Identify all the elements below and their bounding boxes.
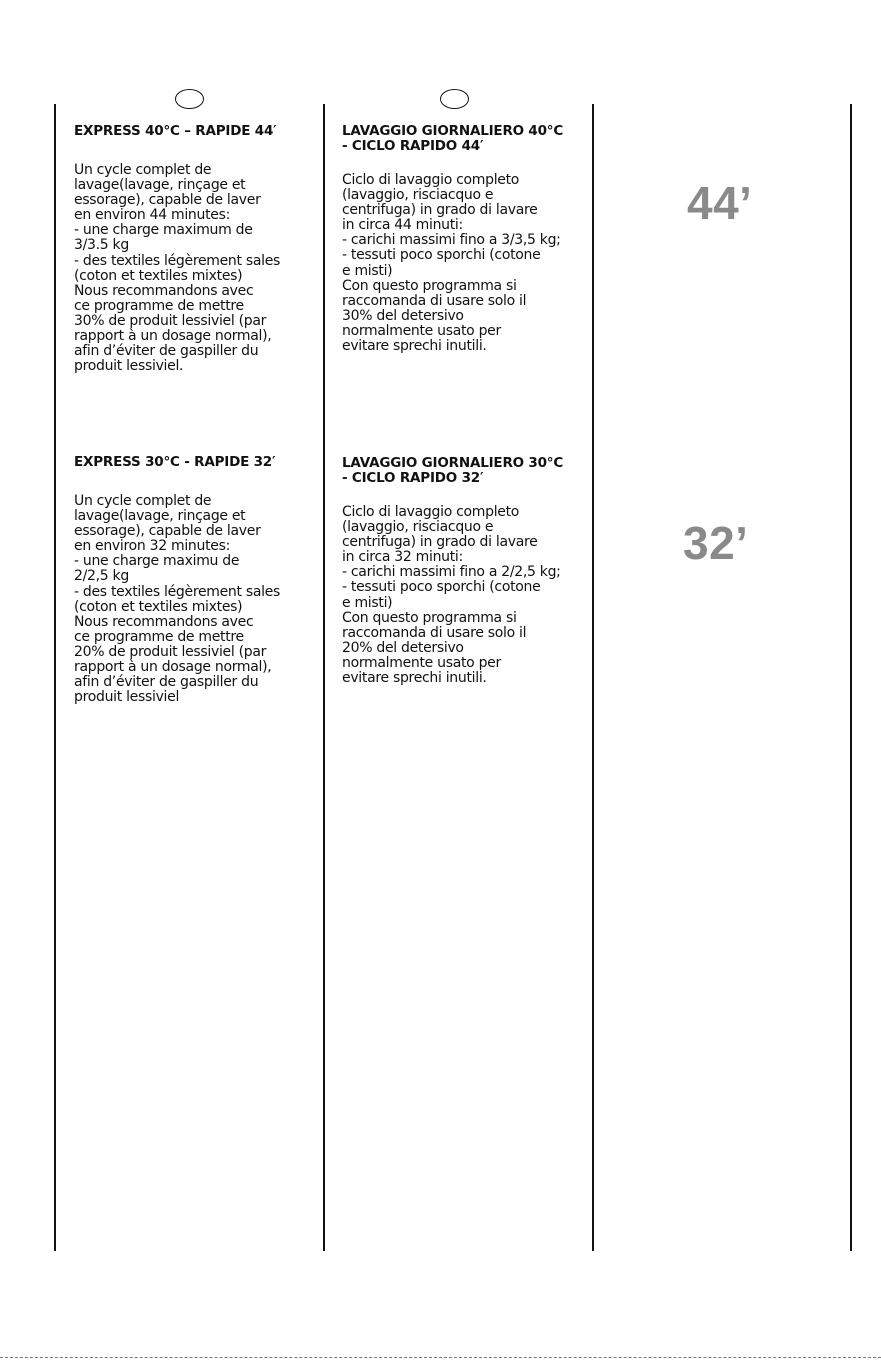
text-line: 30% del detersivo: [342, 307, 464, 324]
text-line: (coton et textiles mixtes): [74, 267, 243, 284]
text-line: normalmente usato per: [342, 322, 501, 339]
column-divider-middle-right: [592, 104, 594, 1251]
text-line: - tessuti poco sporchi (cotone: [342, 579, 541, 596]
text-line: - tessuti poco sporchi (cotone: [342, 247, 541, 264]
text-line: rapport à un dosage normal),: [74, 328, 272, 345]
column-divider-right: [850, 104, 852, 1251]
heading-line: LAVAGGIO GIORNALIERO 40°C: [342, 123, 564, 139]
text-line: e misti): [342, 594, 393, 611]
heading-line: - CICLO RAPIDO 44′: [342, 138, 484, 154]
text-line: Con questo programma si: [342, 277, 517, 294]
section-heading: [74, 124, 314, 139]
text-line: 20% del detersivo: [342, 639, 464, 656]
text-line: ce programme de mettre: [74, 628, 244, 645]
text-line: produit lessiviel: [74, 689, 180, 706]
text-line: essorage), capable de laver: [74, 192, 261, 209]
text-line: raccomanda di usare solo il: [342, 292, 527, 309]
text-line: lavage(lavage, rinçage et: [74, 177, 246, 194]
text-line: 2/2,5 kg: [74, 568, 129, 585]
text-line: (coton et textiles mixtes): [74, 598, 243, 615]
italian-section-lavaggio-40: [342, 124, 582, 354]
heading-line: EXPRESS 30°C - RAPIDE 32′: [74, 454, 276, 470]
text-line: Un cycle complet de: [74, 162, 212, 178]
page-bottom-dashed-edge: [0, 1357, 881, 1358]
section-heading: [74, 455, 314, 470]
section-body: [74, 494, 314, 705]
text-line: centrifuga) in grado di lavare: [342, 534, 538, 551]
language-flag-circle-italian: [440, 89, 469, 109]
text-line: evitare sprechi inutili.: [342, 670, 487, 687]
text-line: e misti): [342, 262, 393, 279]
text-line: afin d’éviter de gaspiller du: [74, 343, 259, 360]
text-line: - une charge maximum de: [74, 222, 253, 239]
text-line: - une charge maximu de: [74, 553, 240, 570]
text-line: Un cycle complet de: [74, 493, 212, 509]
text-line: en environ 44 minutes:: [74, 207, 230, 224]
text-line: normalmente usato per: [342, 654, 501, 671]
text-line: Nous recommandons avec: [74, 613, 254, 630]
column-divider-left: [54, 104, 56, 1251]
text-line: in circa 44 minuti:: [342, 217, 463, 234]
text-line: en environ 32 minutes:: [74, 538, 230, 555]
text-line: afin d’éviter de gaspiller du: [74, 674, 259, 691]
text-line: lavage(lavage, rinçage et: [74, 508, 246, 525]
text-line: - des textiles légèrement sales: [74, 252, 281, 269]
text-line: rapport à un dosage normal),: [74, 659, 272, 676]
text-line: (lavaggio, risciacquo e: [342, 187, 494, 204]
program-symbol-32: 32’: [683, 517, 749, 569]
text-line: Nous recommandons avec: [74, 282, 254, 299]
text-line: 20% de produit lessiviel (par: [74, 643, 267, 660]
text-line: - des textiles légèrement sales: [74, 583, 281, 600]
text-line: produit lessiviel.: [74, 358, 184, 375]
text-line: Ciclo di lavaggio completo: [342, 504, 520, 520]
language-flag-circle-french: [175, 89, 204, 109]
section-body: [74, 163, 314, 374]
text-line: essorage), capable de laver: [74, 523, 261, 540]
text-line: in circa 32 minuti:: [342, 549, 463, 566]
column-divider-middle-left: [323, 104, 325, 1251]
text-line: raccomanda di usare solo il: [342, 624, 527, 641]
heading-line: EXPRESS 40°C – RAPIDE 44′: [74, 123, 277, 139]
program-symbol-44: 44’: [687, 177, 753, 229]
section-body: [342, 173, 582, 354]
section-heading: [342, 456, 582, 486]
text-line: Ciclo di lavaggio completo: [342, 172, 520, 188]
heading-line: LAVAGGIO GIORNALIERO 30°C: [342, 455, 564, 471]
text-line: 3/3.5 kg: [74, 237, 129, 254]
text-line: 30% de produit lessiviel (par: [74, 312, 267, 329]
italian-section-lavaggio-30: [342, 456, 582, 686]
heading-line: - CICLO RAPIDO 32′: [342, 470, 484, 486]
text-line: (lavaggio, risciacquo e: [342, 519, 494, 536]
french-section-express-40: [74, 124, 314, 374]
text-line: Con questo programma si: [342, 609, 517, 626]
text-line: ce programme de mettre: [74, 297, 244, 314]
text-line: - carichi massimi fino a 2/2,5 kg;: [342, 564, 561, 581]
section-heading: [342, 124, 582, 154]
text-line: centrifuga) in grado di lavare: [342, 202, 538, 219]
text-line: - carichi massimi fino a 3/3,5 kg;: [342, 232, 561, 249]
french-section-express-30: [74, 455, 314, 705]
text-line: evitare sprechi inutili.: [342, 338, 487, 355]
section-body: [342, 505, 582, 686]
